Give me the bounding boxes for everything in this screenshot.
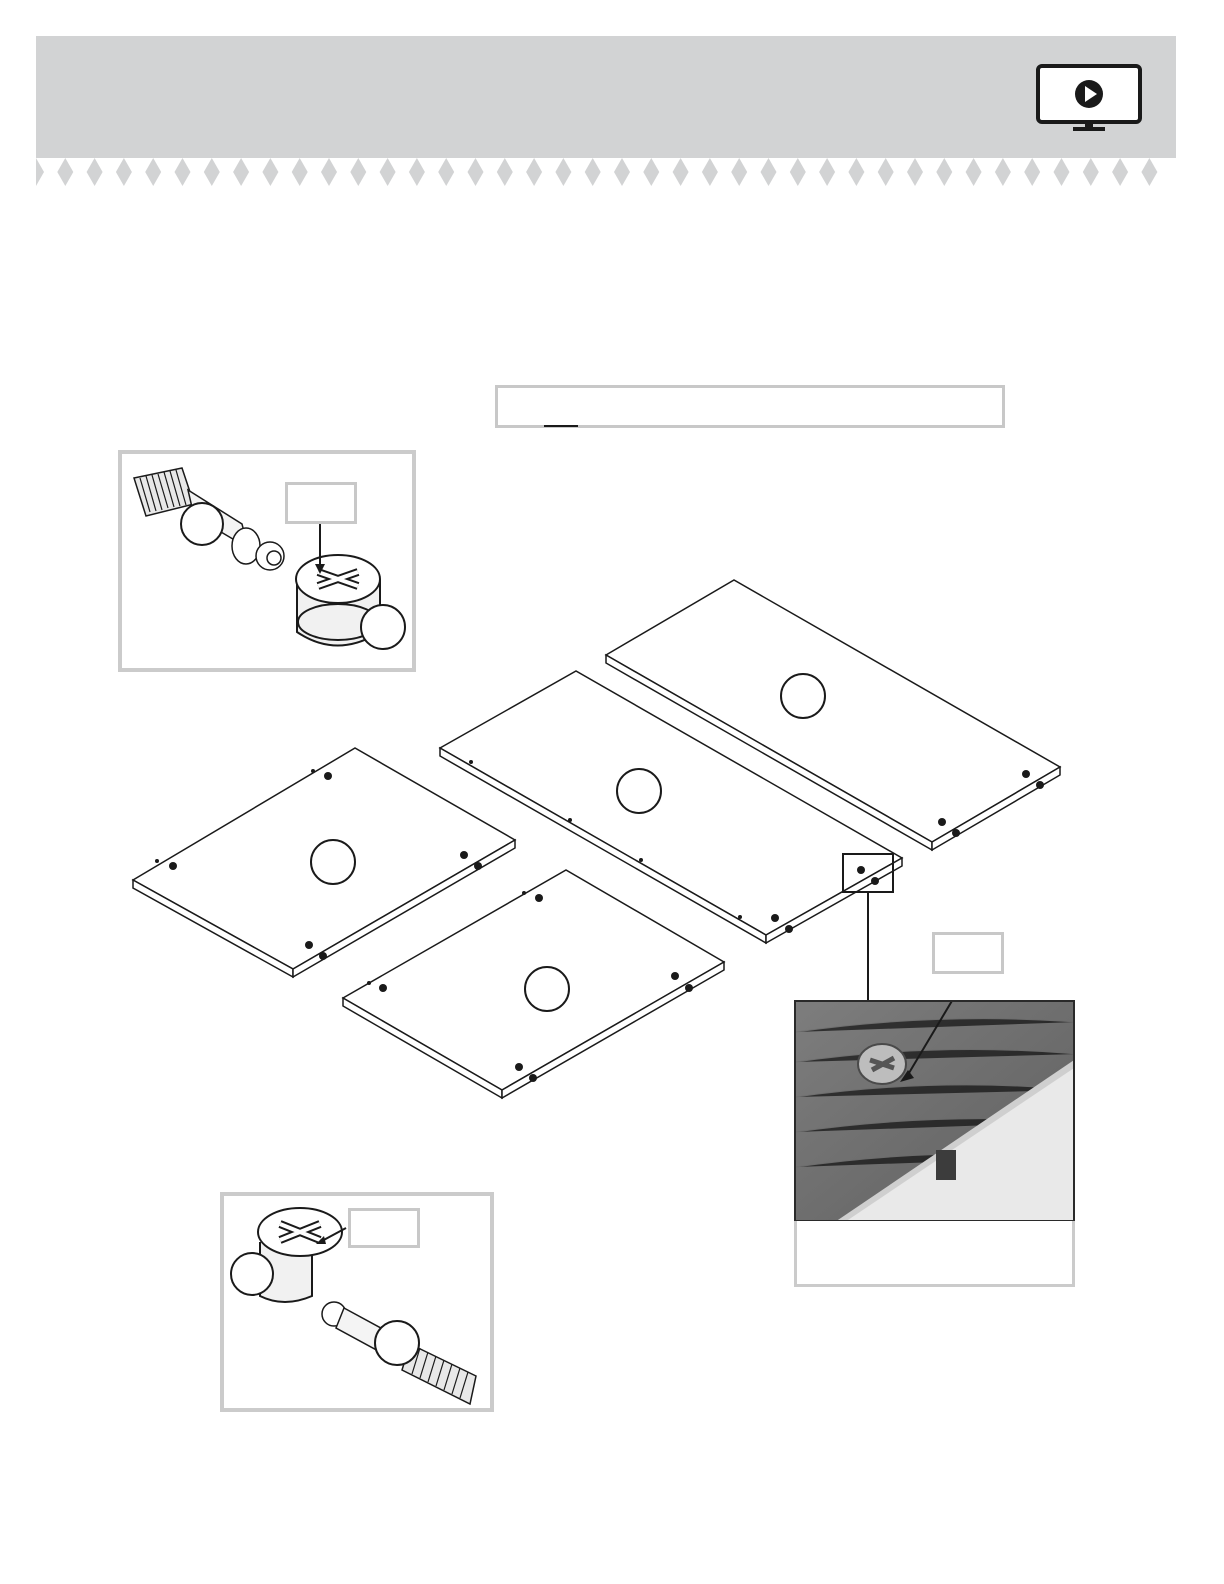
zoom-indicator	[842, 853, 894, 893]
photo-label-box	[932, 932, 1004, 974]
cam-lock-photo	[794, 1000, 1075, 1222]
callout-part-d	[374, 1320, 420, 1366]
callout-panel-left	[310, 839, 356, 885]
hardware-inset-bottom	[220, 1192, 494, 1412]
callout-panel-long	[616, 768, 662, 814]
callout-part-c	[230, 1252, 274, 1296]
callout-panel-bottom	[524, 966, 570, 1012]
cam-lock-label-box-bottom	[348, 1208, 420, 1248]
zoom-leader-line	[867, 893, 869, 1001]
callout-panel-top	[780, 673, 826, 719]
photo-caption	[794, 1221, 1075, 1287]
